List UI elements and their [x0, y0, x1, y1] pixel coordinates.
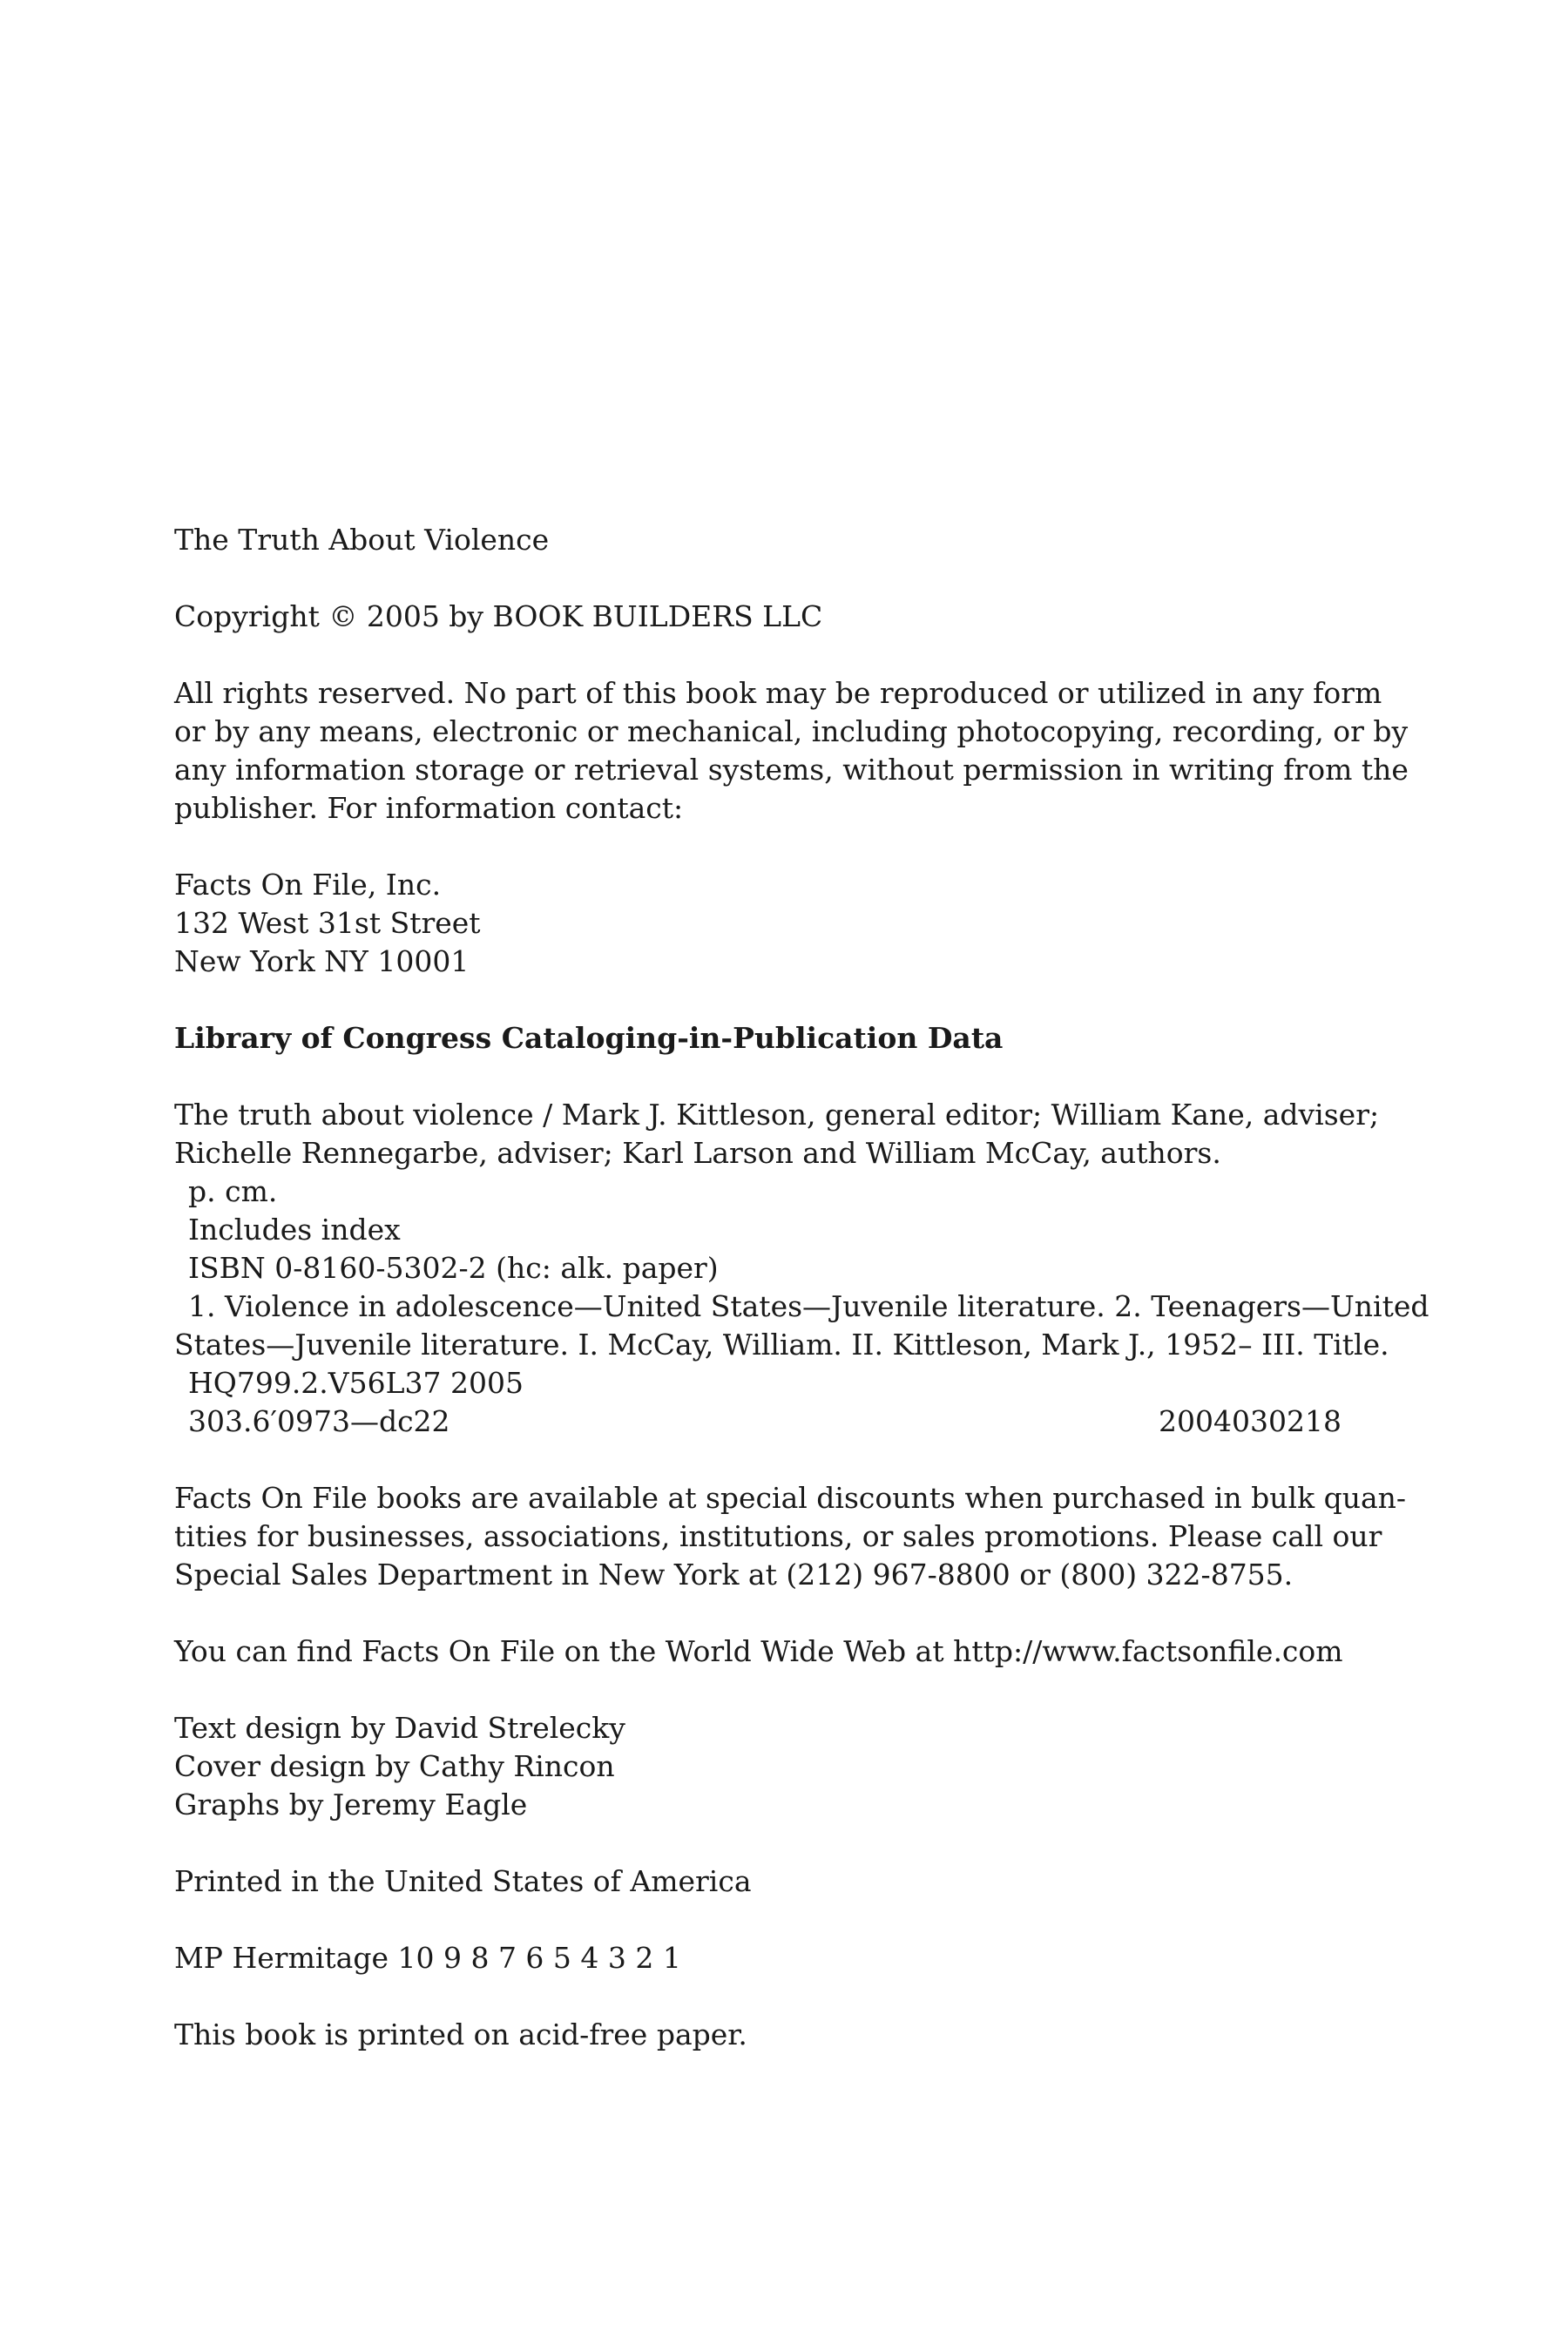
- sales-line: Special Sales Department in New York at (212) 967-8800 or (800) 322-8755.: [174, 1558, 1294, 1592]
- copyright-notice: Copyright © 2005 by BOOK BUILDERS LLC: [174, 599, 823, 633]
- publisher-name: Facts On File, Inc.: [174, 868, 442, 902]
- web-paragraph: [174, 1632, 1342, 1671]
- rights-line: All rights reserved. No part of this book may be reproduced or utilized in any form: [174, 676, 1382, 710]
- cip-subjects-line: 1. Violence in adolescence—United States—Juvenile literature. 2. Teenagers—United: [188, 1289, 1429, 1323]
- graphs-credit: Graphs by Jeremy Eagle: [174, 1788, 528, 1821]
- publisher-address: [174, 866, 1342, 981]
- cip-record: [174, 1096, 1429, 1441]
- cip-heading: Library of Congress Cataloging-in-Publication Data: [174, 1021, 1004, 1055]
- cip-lccn: 2004030218: [1159, 1404, 1342, 1438]
- rights-line: or by any means, electronic or mechanical, including photocopying, recording, or by: [174, 714, 1409, 748]
- copyright-block: [174, 598, 1342, 636]
- rights-paragraph: [174, 674, 1409, 828]
- cover-design-credit: Cover design by Cathy Rincon: [174, 1749, 615, 1783]
- copyright-page: [174, 521, 1429, 2054]
- book-title: The Truth About Violence: [174, 523, 550, 557]
- cip-line: The truth about violence / Mark J. Kittleson, general editor; William Kane, adviser;: [174, 1098, 1380, 1132]
- book-title-block: [174, 521, 1342, 559]
- printer-line: MP Hermitage 10 9 8 7 6 5 4 3 2 1: [174, 1941, 681, 1975]
- sales-line: Facts On File books are available at special discounts when purchased in bulk quan-: [174, 1481, 1407, 1515]
- printed-location: Printed in the United States of America: [174, 1864, 752, 1898]
- cip-heading-block: [174, 1019, 1342, 1058]
- sales-paragraph: [174, 1479, 1407, 1594]
- rights-line: publisher. For information contact:: [174, 791, 684, 825]
- rights-line: any information storage or retrieval systems, without permission in writing from the: [174, 753, 1409, 787]
- text-design-credit: Text design by David Strelecky: [174, 1711, 625, 1745]
- paper-block: [174, 2016, 1342, 2054]
- printed-block: [174, 1862, 1342, 1901]
- credits-block: [174, 1709, 1342, 1824]
- cip-dewey: 303.6′0973—dc22: [188, 1404, 450, 1438]
- cip-subjects-line: States—Juvenile literature. I. McCay, William. II. Kittleson, Mark J., 1952– III. Title.: [174, 1328, 1389, 1362]
- printer-block: [174, 1939, 1342, 1977]
- cip-lc-class: HQ799.2.V56L37 2005: [188, 1366, 524, 1400]
- cip-pcm: p. cm.: [188, 1174, 278, 1208]
- publisher-city: New York NY 10001: [174, 944, 470, 978]
- web-line: You can find Facts On File on the World Wide Web at http://www.factsonfile.com: [174, 1634, 1343, 1668]
- cip-dewey-row: [174, 1402, 1342, 1441]
- publisher-street: 132 West 31st Street: [174, 906, 481, 940]
- paper-note: This book is printed on acid-free paper.: [174, 2017, 747, 2051]
- cip-includes: Includes index: [188, 1213, 401, 1247]
- sales-line: tities for businesses, associations, institutions, or sales promotions. Please call our: [174, 1519, 1382, 1553]
- cip-line: Richelle Rennegarbe, adviser; Karl Larson and William McCay, authors.: [174, 1136, 1221, 1170]
- cip-isbn: ISBN 0-8160-5302-2 (hc: alk. paper): [188, 1251, 719, 1285]
